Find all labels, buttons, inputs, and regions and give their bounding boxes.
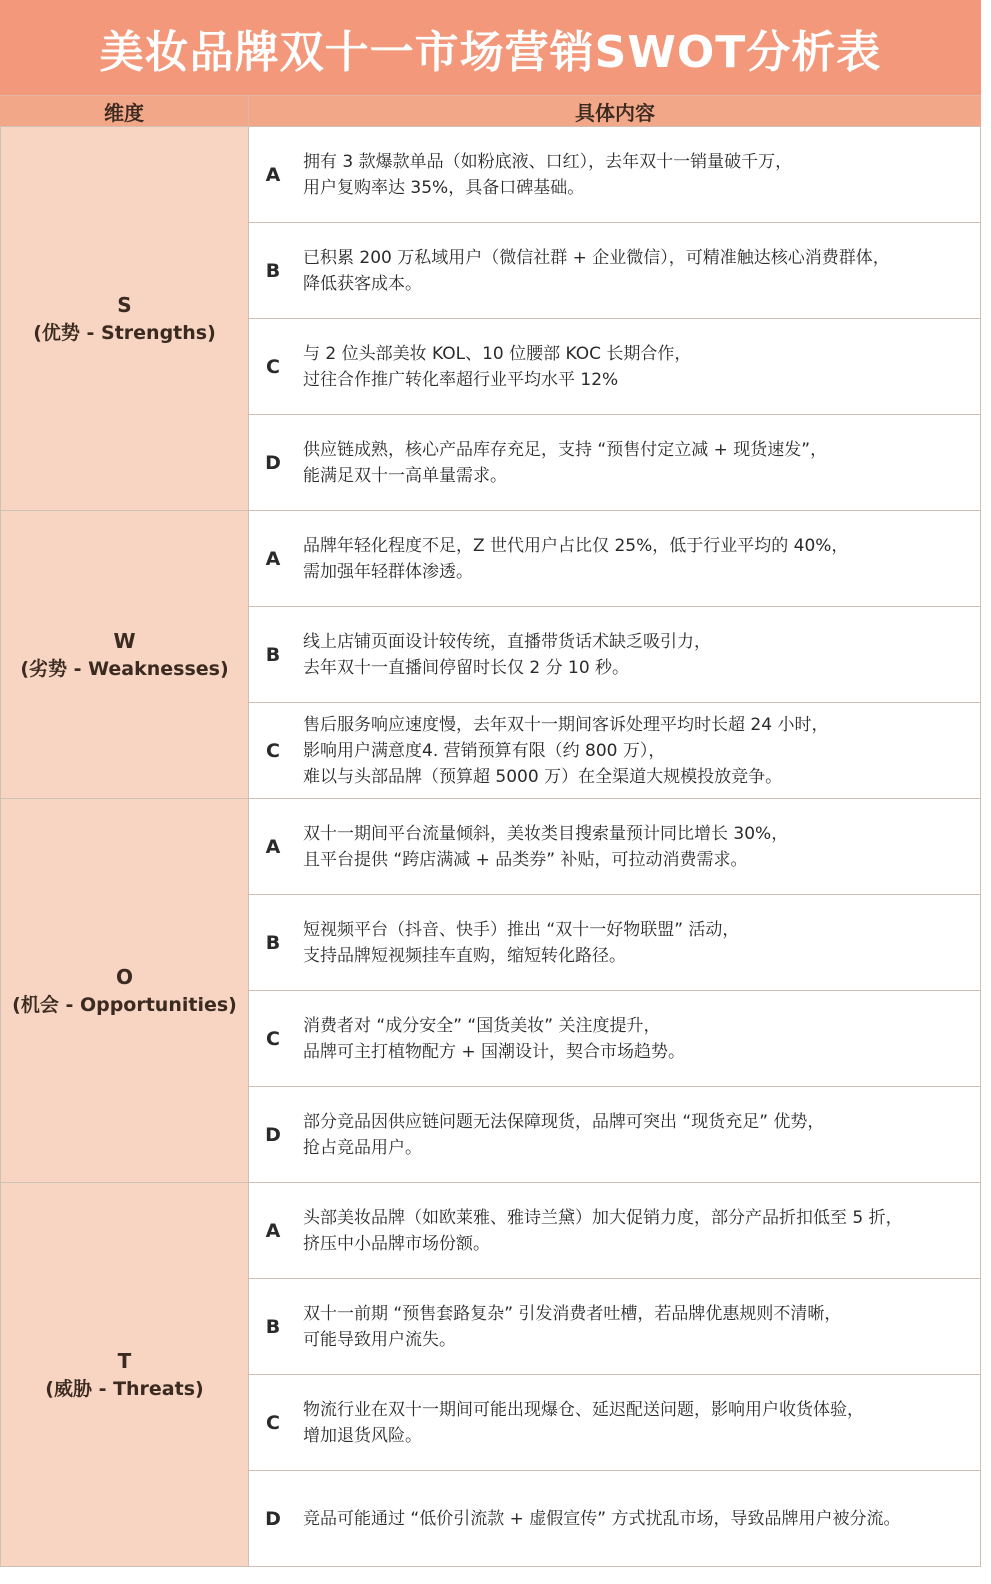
item-content-cell (297, 1279, 981, 1375)
item-key: C (249, 703, 297, 799)
page-title: 美妆品牌双十一市场营销SWOT分析表 (0, 0, 981, 95)
item-content-cell (297, 415, 981, 511)
swot-table (0, 127, 981, 1568)
dimension-label: (威胁 - Threats) (45, 1377, 204, 1400)
dimension-cell-t (0, 1183, 249, 1567)
item-key: D (249, 1471, 297, 1567)
item-text: 品牌年轻化程度不足，Z 世代用户占比仅 25%，低于行业平均的 40%， 需加强年轻群体渗透。 (303, 535, 849, 582)
item-text: 头部美妆品牌（如欧莱雅、雅诗兰黛）加大促销力度，部分产品折扣低至 5 折， 挤压中小品牌市场份额。 (303, 1207, 903, 1254)
item-content-cell (297, 1471, 981, 1567)
item-key: A (249, 1183, 297, 1279)
item-text: 短视频平台（抖音、快手）推出 “双十一好物联盟” 活动， 支持品牌短视频挂车直购，缩短转化路径。 (303, 919, 740, 966)
header-dimension: 维度 (0, 96, 249, 126)
item-key: D (249, 415, 297, 511)
item-content-cell (297, 607, 981, 703)
item-content-cell (297, 511, 981, 607)
item-text: 物流行业在双十一期间可能出现爆仓、延迟配送问题，影响用户收货体验， 增加退货风险。 (303, 1399, 864, 1446)
item-key: D (249, 1087, 297, 1183)
item-content-cell (297, 127, 981, 223)
table-header (0, 95, 981, 127)
item-content-cell (297, 991, 981, 1087)
dimension-label: (机会 - Opportunities) (12, 993, 237, 1016)
dimension-letter: W (113, 628, 136, 653)
dimension-letter: S (117, 292, 132, 317)
item-text: 双十一期间平台流量倾斜，美妆类目搜索量预计同比增长 30%， 且平台提供 “跨店满减 + 品类券” 补贴，可拉动消费需求。 (303, 823, 789, 870)
item-text: 部分竞品因供应链问题无法保障现货，品牌可突出 “现货充足” 优势， 抢占竞品用户。 (303, 1111, 825, 1158)
item-key: A (249, 799, 297, 895)
item-content-cell (297, 1183, 981, 1279)
item-key: B (249, 895, 297, 991)
item-text: 拥有 3 款爆款单品（如粉底液、口红），去年双十一销量破千万， 用户复购率达 35%，具备口碑基础。 (303, 151, 793, 198)
item-key: C (249, 319, 297, 415)
item-text: 与 2 位头部美妆 KOL、10 位腰部 KOC 长期合作， 过往合作推广转化率超行业平均水平 12% (303, 343, 692, 390)
item-text: 已积累 200 万私域用户（微信社群 + 企业微信），可精准触达核心消费群体， 降低获客成本。 (303, 247, 890, 294)
item-text: 消费者对 “成分安全” “国货美妆” 关注度提升， 品牌可主打植物配方 + 国潮设计，契合市场趋势。 (303, 1015, 686, 1062)
dimension-cell-o (0, 799, 249, 1183)
item-key: A (249, 511, 297, 607)
item-content-cell (297, 223, 981, 319)
item-text: 售后服务响应速度慢，去年双十一期间客诉处理平均时长超 24 小时， 影响用户满意度4. 营销预算有限（约 800 万）， 难以与头部品牌（预算超 5000 万）在全渠道大规模投放竞争。 (303, 714, 829, 787)
dimension-cell-s (0, 127, 249, 511)
item-content-cell (297, 319, 981, 415)
item-text: 竞品可能通过 “低价引流款 + 虚假宣传” 方式扰乱市场，导致品牌用户被分流。 (303, 1508, 901, 1529)
item-text: 双十一前期 “预售套路复杂” 引发消费者吐槽，若品牌优惠规则不清晰， 可能导致用户流失。 (303, 1303, 842, 1350)
item-key: B (249, 223, 297, 319)
item-content-cell (297, 895, 981, 991)
item-content-cell (297, 1375, 981, 1471)
dimension-letter: O (115, 964, 133, 989)
item-key: B (249, 607, 297, 703)
dimension-cell-w (0, 511, 249, 799)
header-content: 具体内容 (575, 100, 655, 125)
item-text: 供应链成熟，核心产品库存充足，支持 “预售付定立减 + 现货速发”， 能满足双十一高单量需求。 (303, 439, 828, 486)
item-key: C (249, 1375, 297, 1471)
item-content-cell (297, 799, 981, 895)
dimension-letter: T (117, 1348, 132, 1373)
item-key: B (249, 1279, 297, 1375)
dimension-label: (优势 - Strengths) (33, 321, 216, 344)
item-key: C (249, 991, 297, 1087)
item-text: 线上店铺页面设计较传统，直播带货话术缺乏吸引力， 去年双十一直播间停留时长仅 2 分 10 秒。 (303, 631, 711, 678)
item-content-cell (297, 703, 981, 799)
item-key: A (249, 127, 297, 223)
dimension-label: (劣势 - Weaknesses) (20, 657, 229, 680)
item-content-cell (297, 1087, 981, 1183)
